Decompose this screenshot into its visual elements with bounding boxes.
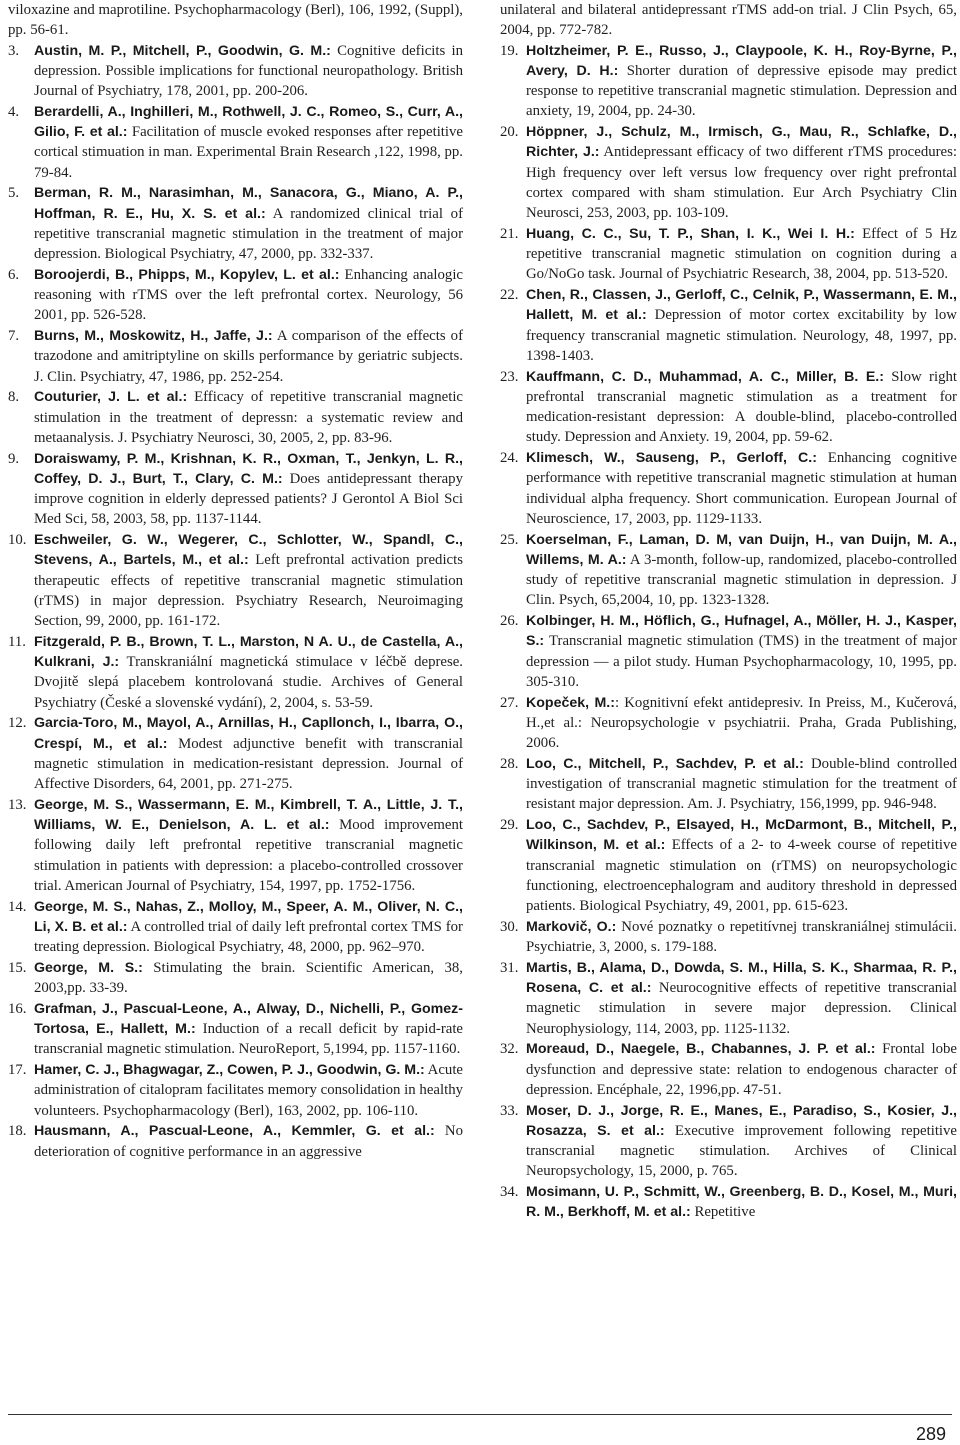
reference-body	[526, 224, 957, 285]
reference-body	[34, 713, 463, 794]
page-footer	[8, 1414, 952, 1445]
reference-number: 25.	[500, 531, 519, 548]
reference-citation: Induction of a recall deficit by rapid-rate transcranial magnetic stimulation. NeuroReport, 5,1994, pp. 1157-1160.	[34, 1021, 464, 1058]
reference-authors: Mosimann, U. P., Schmitt, W., Greenberg, B. D., Kosel, M., Muri, R. M., Berkhoff, M. et al.:	[526, 1184, 957, 1221]
reference-item	[500, 1101, 957, 1182]
reference-number: 9.	[8, 450, 20, 467]
reference-item	[500, 122, 957, 223]
reference-body	[526, 285, 957, 366]
reference-number: 33.	[500, 1102, 519, 1119]
reference-citation: A comparison of the effects of trazodone and amitriptyline on skills performance by geriatric subjects. J. Clin. Psychiatry, 47, 1986, pp. 252-254.	[34, 328, 463, 385]
reference-body	[34, 795, 463, 896]
reference-number: 22.	[500, 287, 519, 303]
reference-citation: Modest adjunctive benefit with transcranial magnetic stimulation in medication-resistant depression. Journal of Affective Disorders, 64, 2001, pp. 271-275.	[34, 735, 463, 792]
reference-authors: George, M. S.:	[34, 959, 143, 976]
reference-citation: Left prefrontal activation predicts therapeutic effects of repetitive transcranial magnetic stimulation (rTMS) in major depression. Psychiatry Research, Neuroimaging Section, 99, 2000, pp. 161-172.	[34, 552, 463, 629]
reference-citation: Double-blind controlled investigation of transcranial magnetic stimulation for the treatment of resistant major depression. Am. J. Psychiatry, 156,1999, pp. 946-948.	[526, 755, 958, 813]
reference-body	[34, 530, 463, 631]
reference-number: 17.	[8, 1062, 27, 1078]
reference-item	[8, 183, 463, 264]
reference-body	[526, 367, 957, 448]
reference-body	[34, 1060, 463, 1121]
reference-authors: Kolbinger, H. M., Höflich, G., Hufnagel, A., Möller, H. J., Kasper, S.:	[526, 613, 957, 650]
reference-citation: No deterioration of cognitive performance in an aggressive	[34, 1123, 463, 1160]
reference-number: 24.	[500, 450, 519, 466]
reference-item	[8, 713, 463, 794]
reference-item	[500, 754, 957, 815]
reference-body	[34, 41, 463, 102]
reference-item	[500, 693, 957, 754]
reference-citation: Slow right prefrontal transcranial magnetic stimulation as a treatment for medication-resistant depression: A double-blind, placebo-controlled study. Depression and Anxiety. 19, 2004, pp. 59-62.	[526, 368, 957, 446]
reference-citation: Transcranial magnetic stimulation (TMS) in the treatment of major depression — a pilot study. Human Psychopharmacology, 10, 1995, pp. 305-310.	[526, 633, 957, 690]
page-number: 289	[915, 1424, 946, 1444]
reference-list	[8, 41, 463, 1162]
reference-number: 8.	[8, 389, 20, 406]
reference-item	[500, 815, 957, 916]
reference-body	[34, 183, 463, 264]
continuation-text: viloxazine and maprotiline. Psychopharmacology (Berl), 106, 1992, (Suppl), pp. 56-61.	[8, 2, 463, 39]
reference-number: 13.	[8, 796, 27, 813]
reference-authors: Doraiswamy, P. M., Krishnan, K. R., Oxman, T., Jenkyn, L. R., Coffey, D. J., Burt, T., Clary, C. M.:	[34, 450, 463, 487]
reference-body	[526, 693, 957, 754]
reference-citation: Mood improvement following daily left prefrontal repetitive transcranial magnetic stimulation in patients with depression: a placebo-controlled crossover trial. American Journal of Psychiatry, 154, 1997, pp. 1752-1756.	[34, 817, 463, 894]
reference-item	[8, 326, 463, 387]
reference-number: 14.	[8, 898, 27, 915]
reference-number: 15.	[8, 959, 27, 976]
reference-number: 28.	[500, 755, 519, 772]
reference-citation: Efficacy of repetitive transcranial magnetic stimulation in the treatment of depressn: a systematic review and metaanalysis. J. Psychiatry Neurosci, 30, 2005, 2, pp. 83-96.	[34, 389, 463, 446]
reference-body	[34, 958, 463, 999]
reference-citation: Stimulating the brain. Scientific American, 38, 2003,pp. 33-39.	[34, 959, 463, 996]
reference-citation: A controlled trial of daily left prefrontal cortex TMS for treating depression. Biological Psychiatry, 48, 2000, pp. 962–970.	[34, 918, 463, 955]
reference-item	[8, 41, 463, 102]
reference-number: 29.	[500, 817, 519, 833]
reference-authors: Eschweiler, G. W., Wegerer, C., Schlotter, W., Spandl, C., Stevens, A., Bartels, M., et al.:	[34, 532, 463, 569]
reference-citation: Shorter duration of depressive episode may predict response to repetitive transcranial magnetic stimulation. Depression and anxiety, 19, 2004, pp. 24-30.	[526, 62, 957, 120]
reference-authors: Austin, M. P., Mitchell, P., Goodwin, G. M.:	[34, 42, 331, 59]
reference-number: 20.	[500, 124, 519, 140]
reference-number: 18.	[8, 1123, 27, 1140]
reference-number: 30.	[500, 918, 519, 935]
reference-authors: Berardelli, A., Inghilleri, M., Rothwell, J. C., Romeo, S., Curr, A., Gilio, F. et al.:	[34, 103, 463, 140]
reference-citation: Enhancing cognitive performance with repetitive transcranial magnetic stimulation at human individual alpha frequency. Short communication. European Journal of Neuroscience, 17, 2003, pp. 1129-1133.	[526, 450, 957, 527]
reference-body	[526, 917, 957, 958]
reference-authors: Kopeček, M.:	[526, 694, 615, 711]
reference-citation: Effects of a 2- to 4-week course of repetitive transcranial magnetic stimulation on (rTMS) on neuropsychologic functioning, electroencephalogram and auditory threshold in depressed patients. Biological Psychiatry, 49, 2001, pp. 615-623.	[526, 837, 958, 914]
reference-item	[500, 41, 957, 122]
reference-body	[526, 1039, 957, 1100]
reference-authors: Klimesch, W., Sauseng, P., Gerloff, C.:	[526, 450, 817, 466]
reference-authors: Loo, C., Mitchell, P., Sachdev, P. et al.:	[526, 755, 804, 772]
reference-citation: Antidepressant efficacy of two different rTMS procedures: High frequency over left versus low frequency over right prefrontal cortex compared with sham stimulation. Eur Arch Psychiatry Clin Neurosci, 253, 2003, pp. 103-109.	[526, 144, 957, 221]
reference-body	[526, 1182, 957, 1223]
reference-authors: Burns, M., Moskowitz, H., Jaffe, J.:	[34, 328, 273, 344]
reference-number: 4.	[8, 103, 20, 120]
reference-citation: Repetitive	[690, 1204, 756, 1221]
reference-authors: Huang, C. C., Su, T. P., Shan, I. K., Wei I. H.:	[526, 225, 855, 242]
reference-body	[526, 1101, 957, 1182]
reference-item	[8, 1121, 463, 1162]
reference-item	[500, 367, 957, 448]
reference-citation: Cognitive deficits in depression. Possible implications for functional neuropathology. British Journal of Psychiatry, 178, 2001, pp. 200-206.	[34, 42, 463, 99]
reference-authors: Loo, C., Sachdev, P., Elsayed, H., McDarmont, B., Mitchell, P., Wilkinson, M. et al.:	[526, 817, 957, 854]
reference-citation: Executive improvement following repetitive transcranial magnetic stimulation. Archives of Clinical Neuropsychology, 15, 2000, p. 765.	[526, 1122, 958, 1180]
reference-body	[526, 530, 957, 611]
reference-citation: A 3-month, follow-up, randomized, placebo-controlled study of repetitive transcranial magnetic stimulation in depression. J Clin. Psych, 65,2004, 10, pp. 1323-1328.	[526, 551, 957, 609]
continuation-text: unilateral and bilateral antidepressant rTMS add-on trial. J Clin Psych, 65, 2004, pp. 772-782.	[500, 2, 957, 39]
reference-authors: Garcia-Toro, M., Mayol, A., Arnillas, H., Capllonch, I., Ibarra, O., Crespí, M., et al.:	[34, 715, 463, 752]
reference-citation: Enhancing analogic reasoning with rTMS over the left prefrontal cortex. Neurology, 56 2001, pp. 526-528.	[34, 266, 463, 324]
reference-body	[34, 449, 463, 530]
reference-citation: Facilitation of muscle evoked responses after repetitive cortical stimuation in man. Experimental Brain Research ,122, 1998, pp. 79-84.	[34, 124, 464, 181]
reference-body	[34, 897, 463, 958]
reference-body	[526, 958, 957, 1039]
reference-number: 6.	[8, 266, 20, 283]
reference-item	[500, 917, 957, 958]
reference-citation: Acute administration of citalopram facilitates memory consolidation in healthy volunteers. Psychopharmacology (Berl), 163, 2002, pp. 106-110.	[34, 1062, 463, 1119]
reference-authors: Höppner, J., Schulz, M., Irmisch, G., Mau, R., Schlafke, D., Richter, J.:	[526, 124, 957, 161]
reference-item	[500, 530, 957, 611]
reference-authors: Hausmann, A., Pascual-Leone, A., Kemmler, G. et al.:	[34, 1123, 435, 1140]
reference-item	[500, 611, 957, 692]
reference-body	[34, 102, 463, 183]
reference-body	[526, 754, 957, 815]
reference-number: 27.	[500, 694, 519, 711]
reference-authors: Holtzheimer, P. E., Russo, J., Claypoole, K. H., Roy-Byrne, P., Avery, D. H.:	[526, 42, 957, 79]
reference-authors: Fitzgerald, P. B., Brown, T. L., Marston, N A. U., de Castella, A., Kulkrani, J.:	[34, 633, 463, 670]
reference-number: 7.	[8, 328, 20, 344]
reference-authors: Koerselman, F., Laman, D. M, van Duijn, H., van Duijn, M. A., Willems, M. A.:	[526, 531, 957, 568]
reference-body	[34, 265, 463, 326]
reference-number: 26.	[500, 613, 519, 629]
reference-citation: Neurocognitive effects of repetitive transcranial magnetic stimulation in severe major depression. Clinical Neurophysiology, 114, 2003, pp. 1125-1132.	[526, 980, 957, 1037]
reference-authors: Couturier, J. L. et al.:	[34, 389, 188, 406]
reference-item	[8, 449, 463, 530]
reference-authors: Markovič, O.:	[526, 918, 617, 935]
reference-item	[8, 1060, 463, 1121]
reference-item	[500, 958, 957, 1039]
reference-item	[8, 999, 463, 1060]
reference-authors: George, M. S., Wassermann, E. M., Kimbrell, T. A., Little, J. T., Williams, W. E., Denielson, A. L. et al.:	[34, 796, 463, 833]
reference-citation: Frontal lobe dysfunction and depressive state: relation to endogenous character of depression. Encéphale, 22, 1996,pp. 47-51.	[526, 1041, 957, 1098]
reference-body	[526, 815, 957, 916]
reference-body	[34, 387, 463, 448]
reference-body	[34, 632, 463, 713]
reference-item	[500, 1039, 957, 1100]
reference-citation: Nové poznatky o repetitívnej transkraniálnej stimulácii. Psychiatrie, 3, 2000, s. 179-188.	[526, 918, 957, 955]
reference-authors: Grafman, J., Pascual-Leone, A., Alway, D., Nichelli, P., Gomez-Tortosa, E., Hallett, M.:	[34, 1000, 463, 1037]
reference-citation: Effect of 5 Hz repetitive transcranial magnetic stimulation on cognition during a Go/NoGo task. Journal of Psychiatric Research, 38, 2004, pp. 513-520.	[526, 225, 957, 283]
reference-citation: Depression of motor cortex excitability by low frequency transcranial magnetic stimulation. Neurology, 48, 1997, pp. 1398-1403.	[526, 307, 957, 364]
reference-body	[34, 999, 463, 1060]
reference-authors: Berman, R. M., Narasimhan, M., Sanacora, G., Miano, A. P., Hoffman, R. E., Hu, X. S. et al.:	[34, 185, 463, 222]
reference-authors: George, M. S., Nahas, Z., Molloy, M., Speer, A. M., Oliver, N. C., Li, X. B. et al.:	[34, 898, 463, 935]
right-column	[500, 0, 957, 1223]
reference-number: 16.	[8, 1000, 27, 1017]
reference-citation: : Kognitivní efekt antidepresiv. In Preiss, M., Kučerová, H.,et al.: Neuropsychologie v psychiatrii. Praha, Grada Publishing, 2006.	[526, 694, 957, 751]
reference-item	[8, 958, 463, 999]
reference-number: 5.	[8, 185, 20, 202]
reference-item	[8, 265, 463, 326]
reference-body	[526, 611, 957, 692]
reference-citation: Transkraniální magnetická stimulace v léčbě deprese. Dvojitě slepá placebem kontrolovaná studie. Archives of General Psychiatry (České a slovenské vydání), 2, 2004, s. 53-59.	[34, 654, 463, 711]
reference-authors: Moreaud, D., Naegele, B., Chabannes, J. P. et al.:	[526, 1041, 876, 1058]
reference-number: 19.	[500, 42, 519, 59]
reference-number: 31.	[500, 959, 519, 976]
reference-body	[526, 41, 957, 122]
reference-authors: Boroojerdi, B., Phipps, M., Kopylev, L. et al.:	[34, 266, 340, 283]
reference-authors: Martis, B., Alama, D., Dowda, S. M., Hilla, S. K., Sharmaa, R. P., Rosena, C. et al.:	[526, 959, 957, 996]
reference-item	[8, 897, 463, 958]
reference-item	[8, 102, 463, 183]
reference-item	[500, 285, 957, 366]
reference-item	[500, 224, 957, 285]
reference-body	[34, 326, 463, 387]
reference-authors: Hamer, C. J., Bhagwagar, Z., Cowen, P. J., Goodwin, G. M.:	[34, 1062, 425, 1078]
reference-number: 3.	[8, 42, 20, 59]
reference-body	[34, 1121, 463, 1162]
reference-body	[526, 448, 957, 529]
reference-body	[526, 122, 957, 223]
reference-list	[500, 41, 957, 1223]
reference-authors: Moser, D. J., Jorge, R. E., Manes, E., Paradiso, S., Kosier, J., Rosazza, S. et al.:	[526, 1102, 957, 1139]
reference-number: 11.	[8, 633, 26, 650]
reference-item	[500, 448, 957, 529]
reference-number: 21.	[500, 225, 519, 242]
reference-citation: A randomized clinical trial of repetitive transcranial magnetic stimulation in the treatment of major depression. Biological Psychiatry, 47, 2000, pp. 332-337.	[34, 205, 463, 262]
reference-number: 12.	[8, 715, 27, 732]
reference-number: 32.	[500, 1041, 519, 1058]
reference-authors: Kauffmann, C. D., Muhammad, A. C., Miller, B. E.:	[526, 368, 884, 385]
reference-number: 10.	[8, 532, 27, 548]
reference-item	[8, 530, 463, 631]
reference-authors: Chen, R., Classen, J., Gerloff, C., Celnik, P., Wassermann, E. M., Hallett, M. et al.:	[526, 287, 957, 324]
left-column	[8, 0, 463, 1162]
reference-number: 23.	[500, 368, 519, 385]
reference-number: 34.	[500, 1184, 519, 1200]
reference-item	[500, 1182, 957, 1223]
reference-citation: Does antidepressant therapy improve cognition in elderly depressed patients? J Gerontol A Biol Sci Med Sci, 58, 2003, 58, pp. 1137-1144.	[34, 470, 463, 528]
reference-item	[8, 387, 463, 448]
reference-item	[8, 632, 463, 713]
reference-item	[8, 795, 463, 896]
